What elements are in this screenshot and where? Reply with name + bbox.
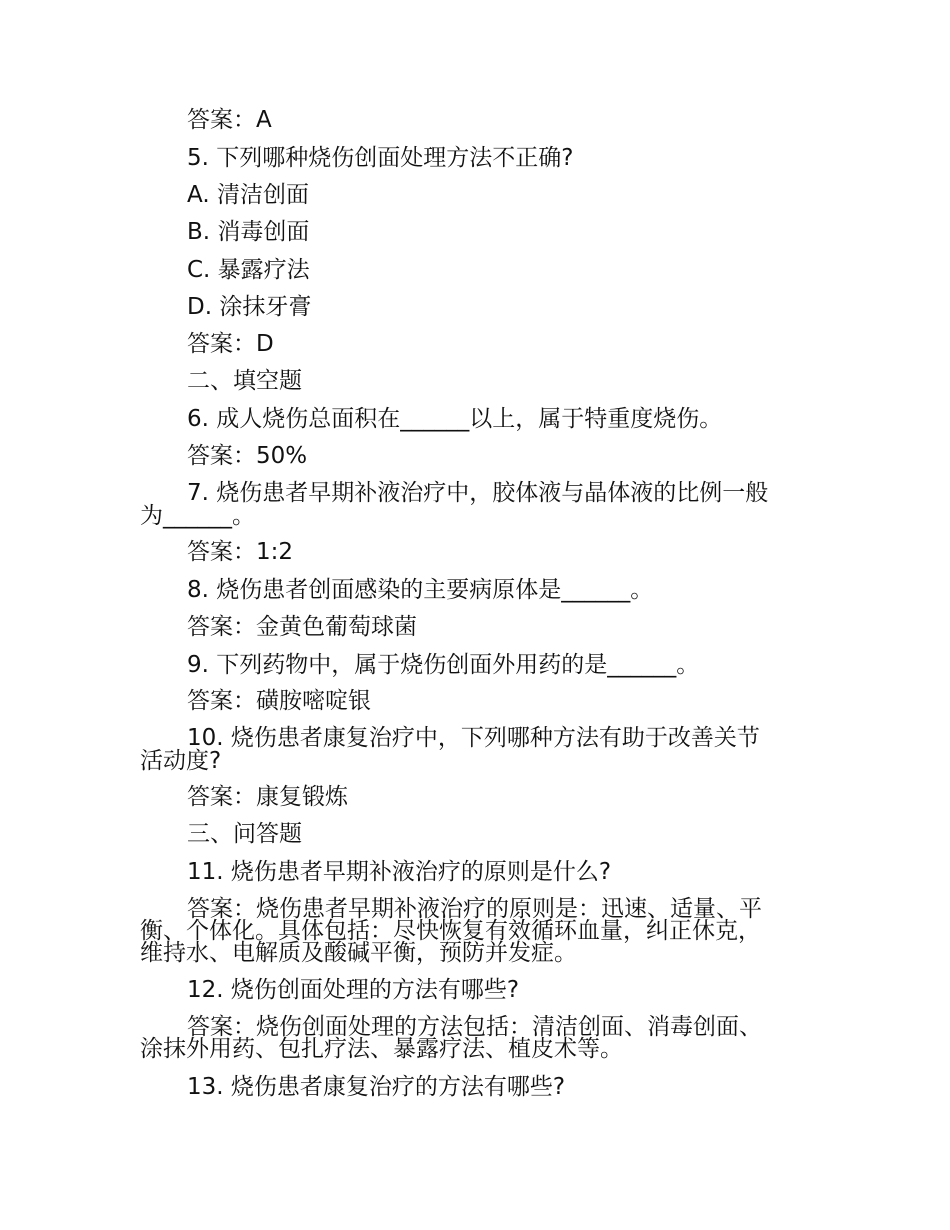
question-10-line-1: 10. 烧伤患者康复治疗中，下列哪种方法有助于改善关节: [187, 725, 760, 751]
question-5: 5. 下列哪种烧伤创面处理方法不正确?: [187, 145, 574, 171]
answer-4: 答案：A: [187, 107, 272, 133]
answer-9: 答案：磺胺嘧啶银: [187, 688, 371, 714]
answer-12-line-1: 答案：烧伤创面处理的方法包括：清洁创面、消毒创面、: [187, 1014, 762, 1040]
question-12: 12. 烧伤创面处理的方法有哪些?: [187, 977, 520, 1003]
answer-10: 答案：康复锻炼: [187, 784, 348, 810]
answer-5: 答案：D: [187, 331, 274, 357]
answer-6: 答案：50%: [187, 443, 308, 469]
answer-12-line-2: 涂抹外用药、包扎疗法、暴露疗法、植皮术等。: [140, 1036, 623, 1062]
question-8: 8. 烧伤患者创面感染的主要病原体是______。: [187, 577, 654, 603]
option-c: C. 暴露疗法: [187, 257, 310, 283]
section-heading-qa: 三、问答题: [187, 821, 302, 847]
question-9: 9. 下列药物中，属于烧伤创面外用药的是______。: [187, 652, 700, 678]
section-heading-fill-in: 二、填空题: [187, 368, 302, 394]
answer-11-line-1: 答案：烧伤患者早期补液治疗的原则是：迅速、适量、平: [187, 896, 762, 922]
question-6: 6. 成人烧伤总面积在______以上，属于特重度烧伤。: [187, 406, 723, 432]
answer-8: 答案：金黄色葡萄球菌: [187, 614, 417, 640]
question-7-line-2: 为______。: [140, 503, 255, 529]
option-b: B. 消毒创面: [187, 219, 310, 245]
answer-7: 答案：1:2: [187, 539, 294, 565]
question-10-line-2: 活动度?: [140, 748, 222, 774]
option-a: A. 清洁创面: [187, 182, 309, 208]
answer-11-line-3: 维持水、电解质及酸碱平衡，预防并发症。: [140, 940, 577, 966]
question-13: 13. 烧伤患者康复治疗的方法有哪些?: [187, 1074, 566, 1100]
option-d: D. 涂抹牙膏: [187, 294, 312, 320]
answer-11-line-2: 衡、个体化。具体包括：尽快恢复有效循环血量，纠正休克，: [140, 918, 761, 944]
question-7-line-1: 7. 烧伤患者早期补液治疗中，胶体液与晶体液的比例一般: [187, 480, 769, 506]
question-11: 11. 烧伤患者早期补液治疗的原则是什么?: [187, 859, 612, 885]
